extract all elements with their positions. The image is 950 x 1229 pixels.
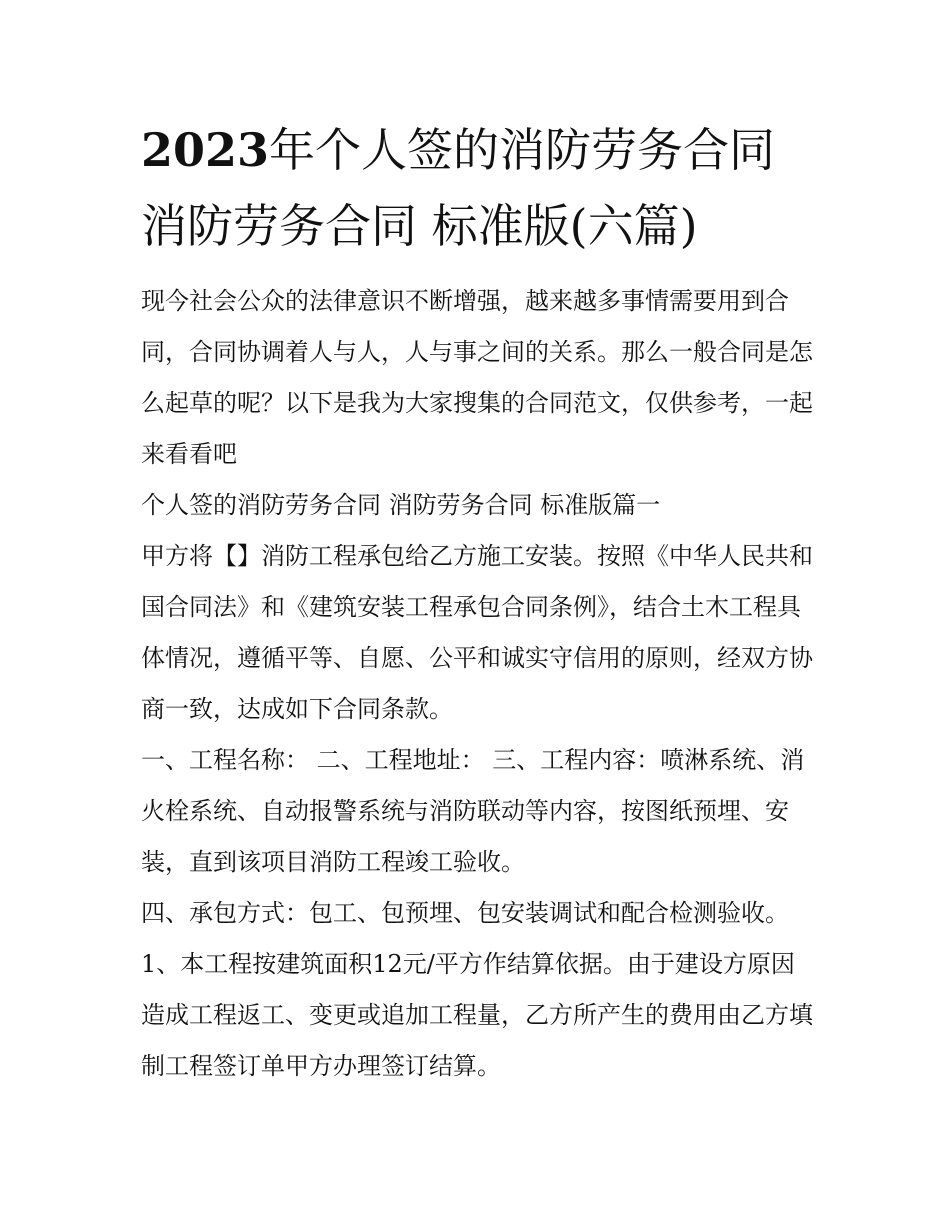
- paragraph-scope: 甲方将【】消防工程承包给乙方施工安装。按照《中华人民共和国合同法》和《建筑安装工程承包合同条例》，结合土木工程具体情况，遵循平等、自愿、公平和诚实守信用的原则，经双方协商一致，达成如下合同条款。: [141, 542, 813, 723]
- document-body: [141, 276, 813, 1092]
- intro-paragraph: 现今社会公众的法律意识不断增强，越来越多事情需要用到合同，合同协调着人与人，人与事之间的关系。那么一般合同是怎么起草的呢？以下是我为大家搜集的合同范文，仅供参考，一起来看看吧: [141, 287, 813, 468]
- title-line-1: [141, 112, 813, 188]
- paragraph-project-info: 一、工程名称： 二、工程地址： 三、工程内容：喷淋系统、消火栓系统、自动报警系统与消防联动等内容，按图纸预埋、安装，直到该项目消防工程竣工验收。: [141, 746, 805, 876]
- document-page: [141, 112, 813, 1092]
- title-line-1-text: 年个人签的消防劳务合同: [269, 123, 776, 177]
- title-line-2: 消防劳务合同 标准版(六篇): [141, 199, 698, 253]
- title-year: 2023: [141, 123, 270, 177]
- paragraph-settlement: 1、本工程按建筑面积12元/平方作结算依据。由于建设方原因造成工程返工、变更或追加工程量，乙方所产生的费用由乙方填制工程签订单甲方办理签订结算。: [141, 950, 813, 1080]
- section-heading: 个人签的消防劳务合同 消防劳务合同 标准版篇一: [141, 491, 661, 519]
- paragraph-contract-method: 四、承包方式：包工、包预埋、包安装调试和配合检测验收。: [141, 899, 789, 927]
- document-title: [141, 112, 813, 264]
